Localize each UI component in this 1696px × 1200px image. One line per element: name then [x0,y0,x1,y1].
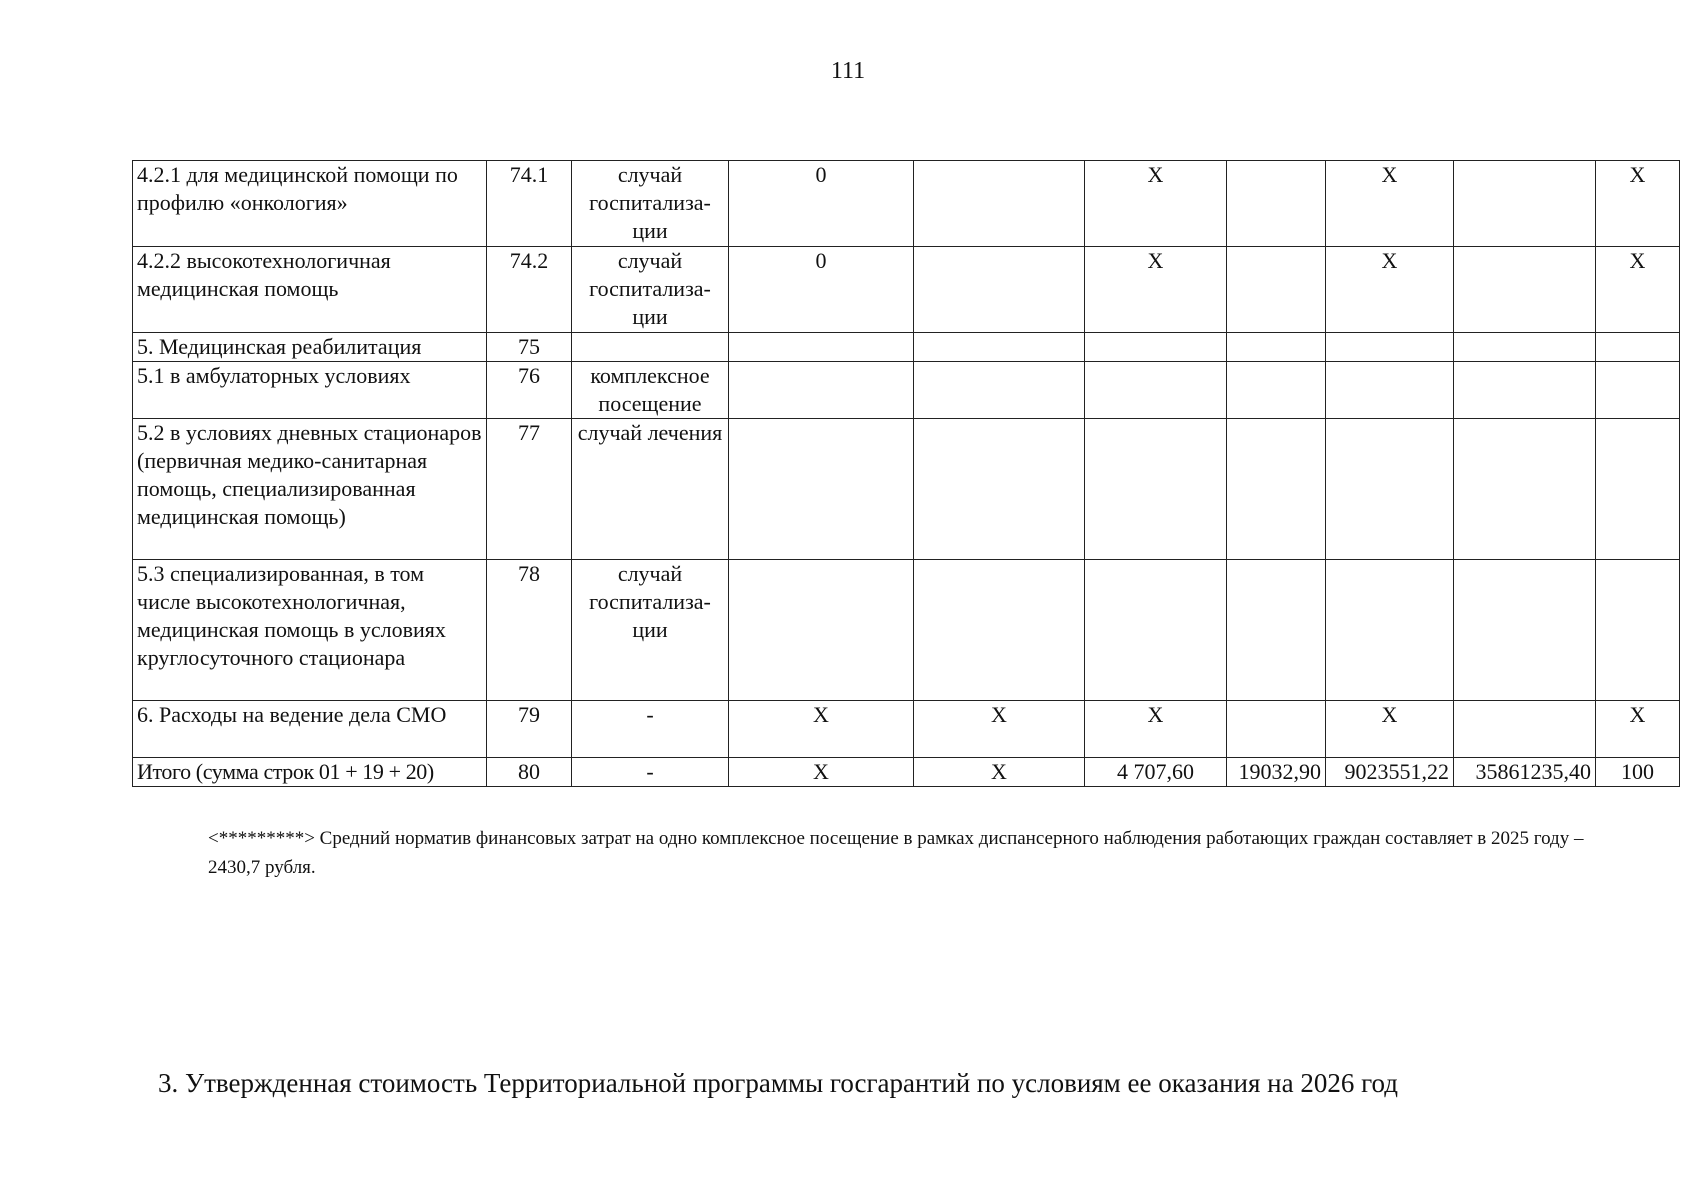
cell-cost-norm [914,161,1085,247]
cell-cost-norm [914,419,1085,560]
cell-cost-budget [1326,560,1454,701]
cell-per-capita-budget [1085,333,1227,362]
row-name: 6. Расходы на ведение дела СМО [133,701,487,758]
cell-cost-norm [914,560,1085,701]
table-row [133,161,1680,247]
cell-cost-norm: X [914,758,1085,787]
cell-per-capita-budget [1085,560,1227,701]
cell-per-capita-budget [1085,362,1227,419]
cell-volume-norm: 0 [729,247,914,333]
row-unit: случай лечения [572,419,729,560]
row-number: 74.1 [487,161,572,247]
cell-volume-norm: X [729,701,914,758]
cost-table [132,160,1680,787]
row-name: 4.2.2 высокотехнологичная медицинская помощь [133,247,487,333]
cell-cost-budget: 9023551,22 [1326,758,1454,787]
row-number: 76 [487,362,572,419]
row-number: 74.2 [487,247,572,333]
cell-cost-norm [914,247,1085,333]
row-name: 5.1 в амбулаторных условиях [133,362,487,419]
cell-per-capita-oms [1227,419,1326,560]
cell-cost-budget [1326,362,1454,419]
cell-per-capita-budget: X [1085,247,1227,333]
row-unit: случай госпитализа-ции [572,161,729,247]
cell-percent: X [1596,161,1680,247]
row-name: Итого (сумма строк 01 + 19 + 20) [133,758,487,787]
cell-cost-budget [1326,419,1454,560]
row-name: 5. Медицинская реабилитация [133,333,487,362]
row-unit [572,333,729,362]
cell-cost-oms [1454,333,1596,362]
table-row [133,419,1680,560]
cell-cost-oms [1454,161,1596,247]
cell-cost-norm [914,362,1085,419]
row-name: 4.2.1 для медицинской помощи по профилю «онкология» [133,161,487,247]
cell-percent [1596,560,1680,701]
table-row [133,560,1680,701]
cell-cost-oms [1454,560,1596,701]
cell-cost-budget: X [1326,247,1454,333]
cell-per-capita-oms [1227,333,1326,362]
cell-per-capita-budget: 4 707,60 [1085,758,1227,787]
cell-per-capita-oms [1227,701,1326,758]
row-unit: - [572,701,729,758]
cell-cost-norm: X [914,701,1085,758]
table-row [133,362,1680,419]
cell-percent [1596,333,1680,362]
cell-cost-budget [1326,333,1454,362]
row-unit: - [572,758,729,787]
cell-per-capita-oms [1227,362,1326,419]
cell-volume-norm [729,362,914,419]
cell-cost-oms: 35861235,40 [1454,758,1596,787]
row-number: 80 [487,758,572,787]
row-number: 79 [487,701,572,758]
cell-per-capita-oms: 19032,90 [1227,758,1326,787]
row-unit: комплексное посещение [572,362,729,419]
cell-per-capita-oms [1227,161,1326,247]
cell-volume-norm [729,560,914,701]
cell-percent: X [1596,701,1680,758]
cell-cost-oms [1454,362,1596,419]
row-name: 5.3 специализированная, в том числе высокотехнологичная, медицинская помощь в условиях круглосуточного стационара [133,560,487,701]
cell-cost-oms [1454,419,1596,560]
table-row [133,333,1680,362]
cell-per-capita-budget [1085,419,1227,560]
footnote: <*********> Средний норматив финансовых затрат на одно комплексное посещение в рамках диспансерного наблюдения работающих граждан составляет в 2025 году – 2430,7 рубля. [208,828,1584,878]
cell-per-capita-budget: X [1085,701,1227,758]
cell-percent: X [1596,247,1680,333]
table-row-total [133,758,1680,787]
cell-volume-norm [729,333,914,362]
cell-per-capita-oms [1227,247,1326,333]
cell-per-capita-budget: X [1085,161,1227,247]
row-unit: случай госпитализа-ции [572,247,729,333]
cell-percent [1596,419,1680,560]
table-row [133,247,1680,333]
cell-percent [1596,362,1680,419]
row-number: 77 [487,419,572,560]
cell-cost-oms [1454,247,1596,333]
row-number: 78 [487,560,572,701]
cell-percent: 100 [1596,758,1680,787]
row-name: 5.2 в условиях дневных стационаров (первичная медико-санитарная помощь, специализированная медицинская помощь) [133,419,487,560]
cell-cost-budget: X [1326,161,1454,247]
cell-volume-norm: 0 [729,161,914,247]
cell-cost-oms [1454,701,1596,758]
table-row [133,701,1680,758]
cell-per-capita-oms [1227,560,1326,701]
cell-volume-norm [729,419,914,560]
cell-volume-norm: X [729,758,914,787]
row-number: 75 [487,333,572,362]
page-number: 111 [830,58,866,84]
row-unit: случай госпитализа-ции [572,560,729,701]
cell-cost-budget: X [1326,701,1454,758]
section-heading: 3. Утвержденная стоимость Территориальной программы госгарантий по условиям ее оказания на 2026 год [158,1068,1398,1098]
cell-cost-norm [914,333,1085,362]
